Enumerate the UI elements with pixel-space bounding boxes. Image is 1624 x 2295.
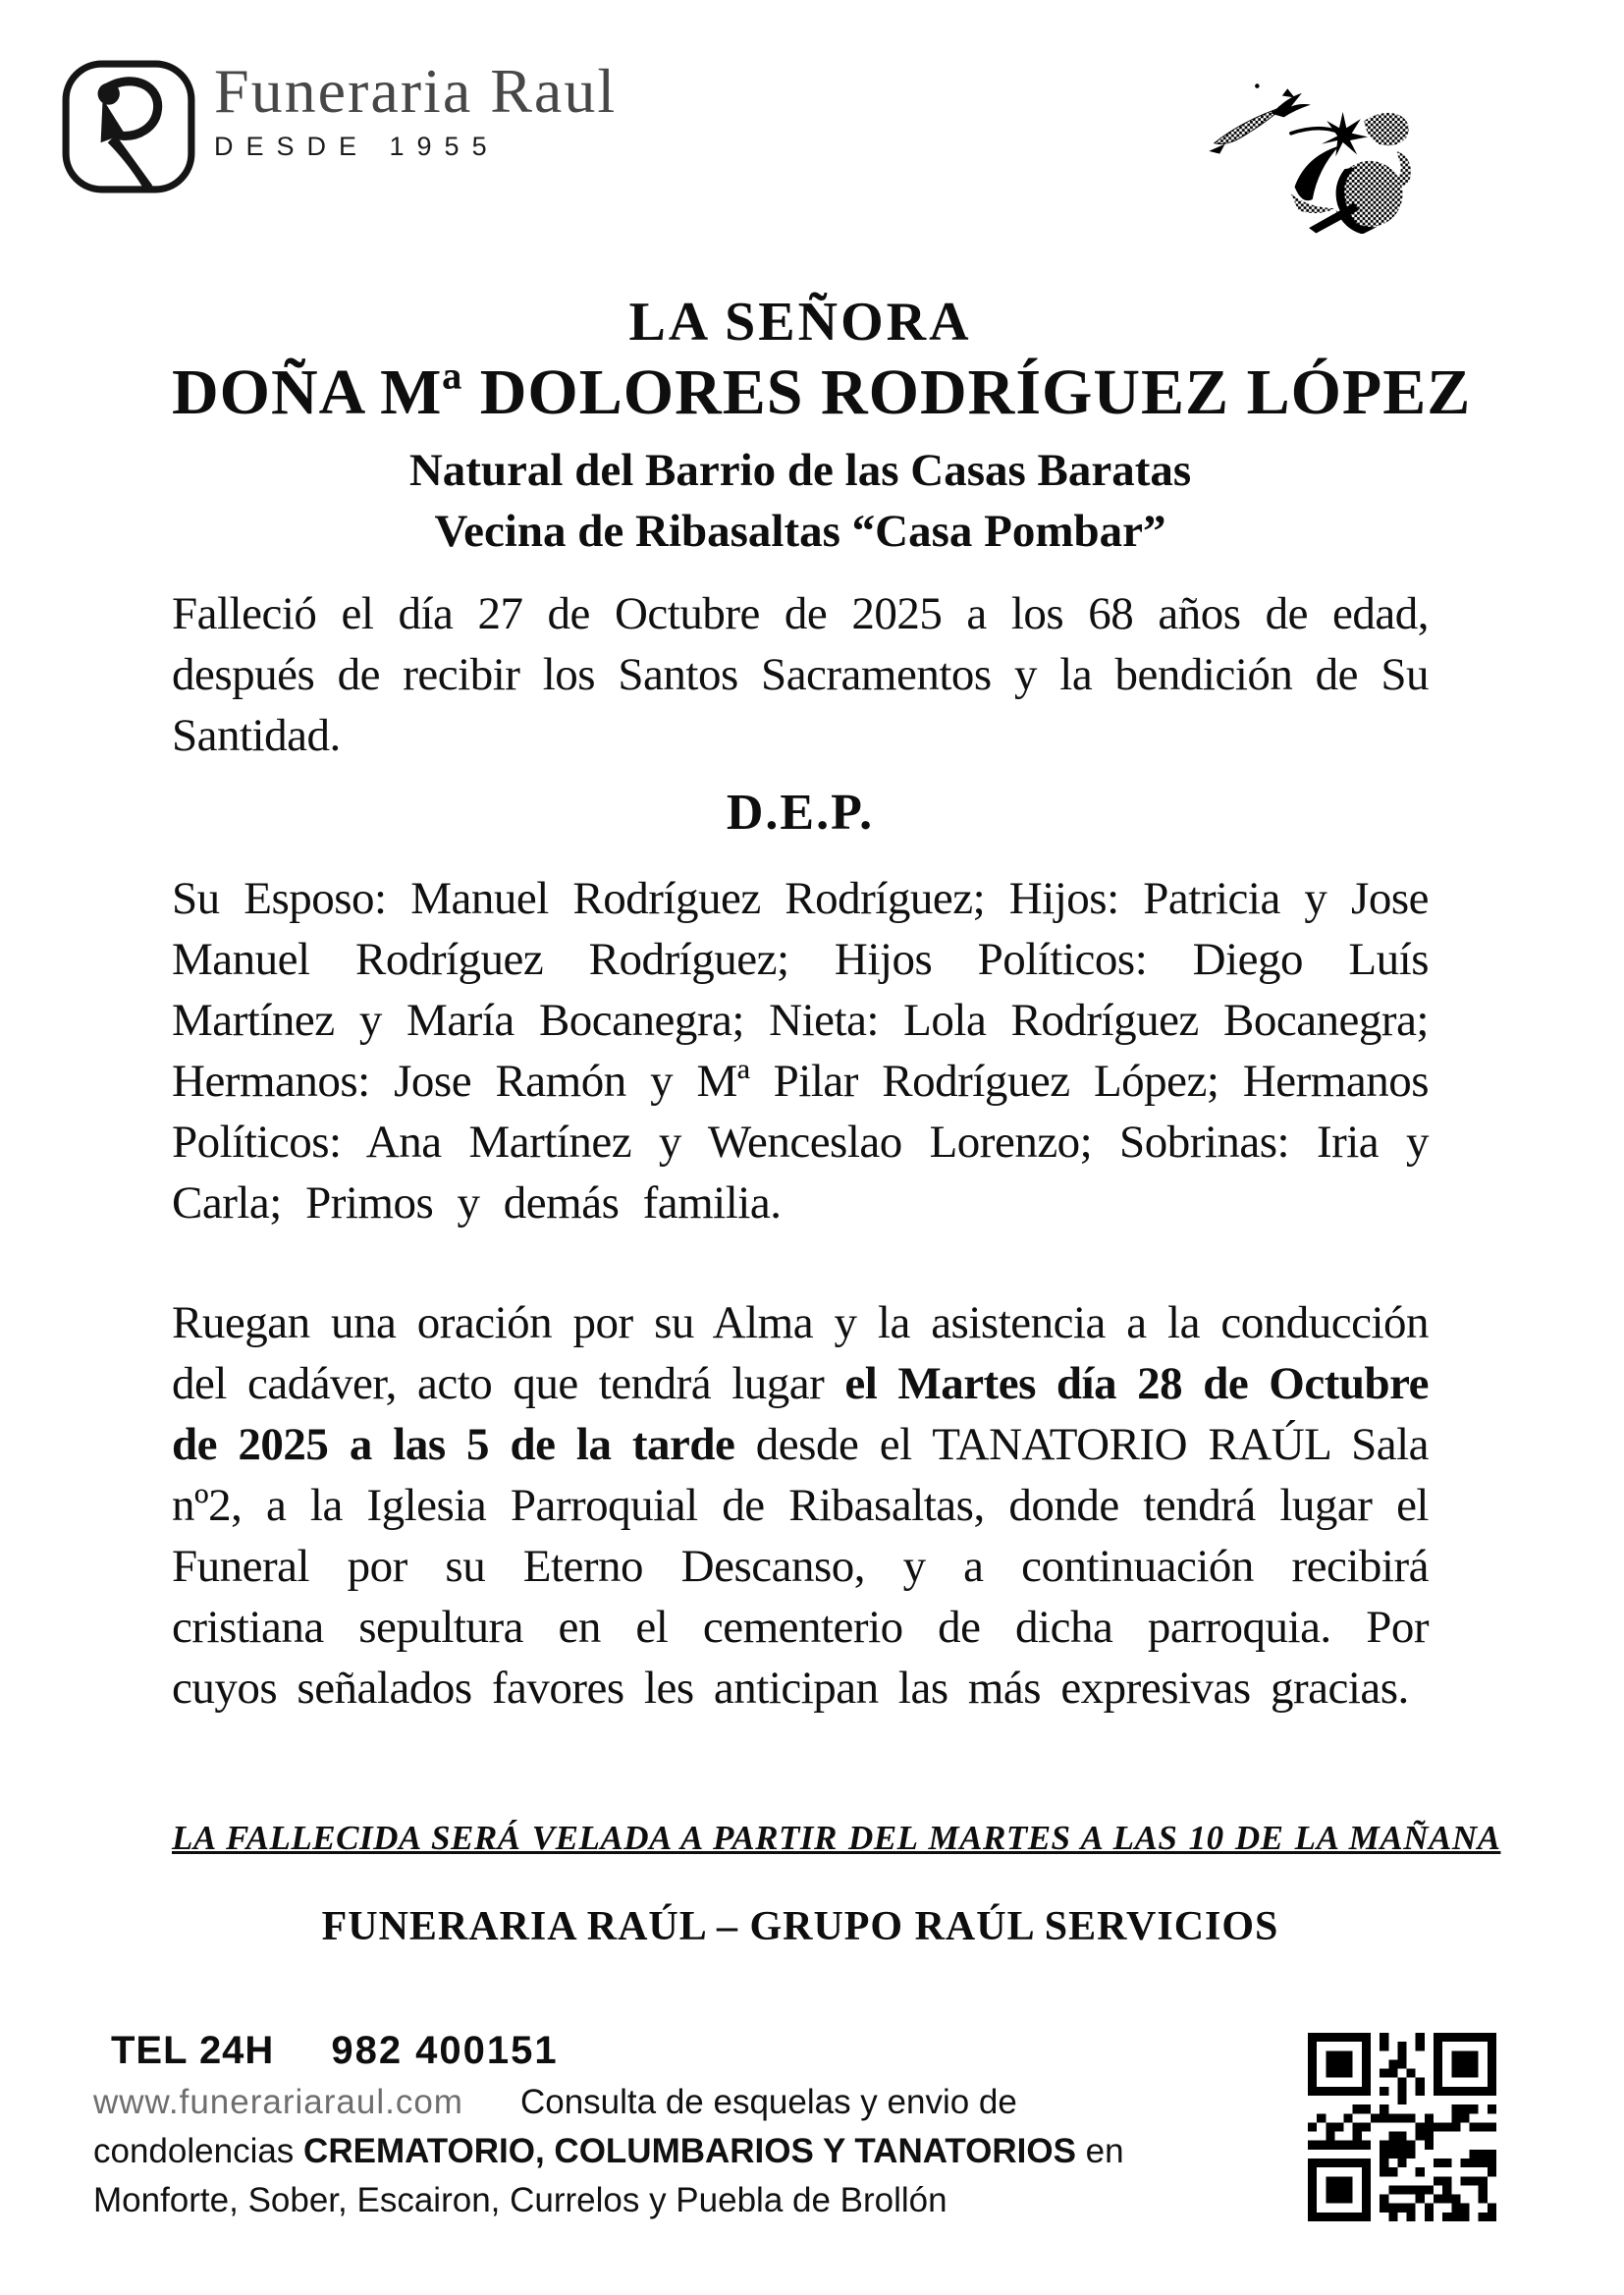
- phone-line: [93, 2023, 1311, 2078]
- deceased-name: DOÑA Mª DOLORES RODRÍGUEZ LÓPEZ: [172, 356, 1472, 428]
- funeraria-raul-logo-icon: [59, 57, 198, 196]
- locations-line: Monforte, Sober, Escairon, Currelos y Puebla de Brollón: [93, 2181, 947, 2219]
- request-text-after: desde el TANATORIO RAÚL Sala nº2, a la Iglesia Parroquial de Ribasaltas, donde tendrá lugar el Funeral por su Eterno Descanso, y a continuación recibirá cristiana sepultura en el cementerio de dicha parroquia. Por cuyos señalados favores les anticipan las más expresivas gracias.: [172, 1419, 1429, 1714]
- brand-tagline: DESDE 1955: [214, 132, 500, 161]
- brand-text: [214, 57, 617, 161]
- services-facilities: CREMATORIO, COLUMBARIOS Y TANATORIOS: [303, 2132, 1076, 2170]
- brand-lockup: [59, 57, 617, 196]
- dep-abbreviation: D.E.P.: [726, 785, 875, 841]
- residence-line: Vecina de Ribasaltas “Casa Pombar”: [434, 506, 1166, 557]
- website-line: [93, 2078, 1311, 2127]
- vigil-note: LA FALLECIDA SERÁ VELADA A PARTIR DEL MARTES A LAS 10 DE LA MAÑANA: [172, 1819, 1501, 1857]
- tel-label: TEL 24H: [111, 2029, 275, 2072]
- company-line: FUNERARIA RAÚL – GRUPO RAÚL SERVICIOS: [321, 1904, 1279, 1949]
- death-paragraph: Falleció el día 27 de Octubre de 2025 a los 68 años de edad, después de recibir los Santos Sacramentos y la bendición de Su Santidad.: [172, 588, 1429, 761]
- brand-name: Funeraria Raul: [214, 56, 618, 126]
- services-text-3: en: [1075, 2132, 1124, 2170]
- funeral-request-paragraph: [172, 1292, 1429, 1719]
- honorific-title: LA SEÑORA: [628, 292, 972, 353]
- website-url: www.funerariaraul.com: [93, 2083, 463, 2121]
- origin-line: Natural del Barrio de las Casas Baratas: [408, 445, 1192, 496]
- services-line: [93, 2127, 1311, 2176]
- services-text-1: Consulta de esquelas y envio de: [519, 2083, 1017, 2121]
- funeral-datetime: el Martes día 28 de Octubre de 2025 a las 5 de la tarde: [172, 1358, 1429, 1470]
- family-paragraph: Su Esposo: Manuel Rodríguez Rodríguez; Hijos: Patricia y Jose Manuel Rodríguez Rodríguez; Hijos Políticos: Diego Luís Martínez y María Bocanegra; Nieta: Lola Rodríguez Bocanegra; Hermanos: Jose Ramón y Mª Pilar Rodríguez López; Hermanos Políticos: Ana Martínez y Wenceslao Lorenzo; Sobrinas: Iria y Carla; Primos y demás familia.: [172, 873, 1429, 1229]
- services-text-2: condolencias: [93, 2132, 304, 2170]
- request-text-before: Ruegan una oración por su Alma y la asistencia a la conducción del cadáver, acto que tendrá lugar: [172, 1297, 1429, 1409]
- footer: [93, 2023, 1311, 2225]
- dove-icon: [1202, 47, 1496, 239]
- tel-number: 982 400151: [331, 2029, 559, 2072]
- qr-code: [1308, 2033, 1496, 2221]
- r-monogram-icon: [59, 57, 198, 196]
